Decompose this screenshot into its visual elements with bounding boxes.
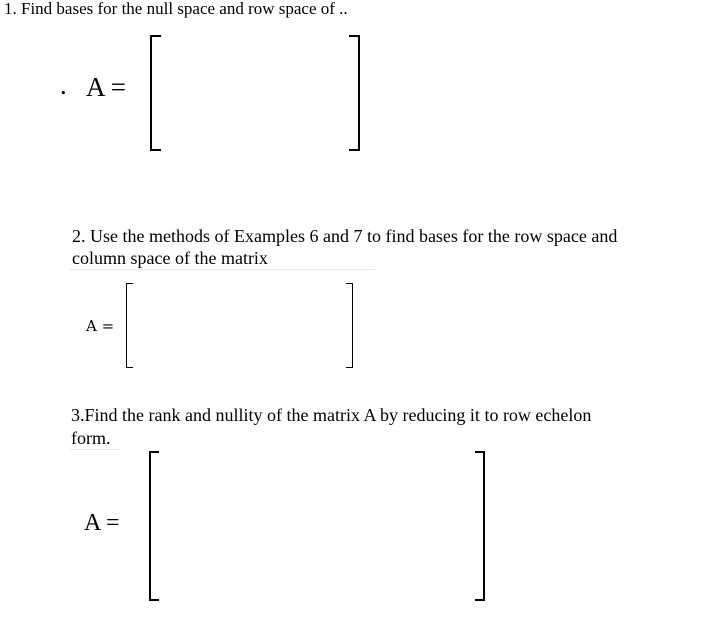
matrix-2-label: A = <box>86 317 115 335</box>
question-3-line-1: 3.Find the rank and nullity of the matrix A by reducing it to row echelon <box>71 405 592 425</box>
matrix-3-left-bracket <box>149 451 159 601</box>
matrix-1-right-bracket <box>349 35 360 151</box>
question-1-text: 1. Find bases for the null space and row space of .. <box>4 0 348 18</box>
matrix-1-label: A = <box>86 72 126 102</box>
question-3-line-2: form. <box>71 428 111 448</box>
matrix-2-right-bracket <box>346 283 353 368</box>
question-2-line-2: column space of the matrix <box>72 248 268 268</box>
divider <box>70 269 375 270</box>
matrix-3-right-bracket <box>475 451 485 601</box>
divider <box>70 449 120 450</box>
matrix-3-label: A = <box>84 510 120 536</box>
matrix-1-prefix: . <box>60 70 67 100</box>
question-2-line-1: 2. Use the methods of Examples 6 and 7 to find bases for the row space and <box>72 226 618 246</box>
matrix-2-left-bracket <box>126 283 133 368</box>
matrix-1-left-bracket <box>150 35 161 151</box>
